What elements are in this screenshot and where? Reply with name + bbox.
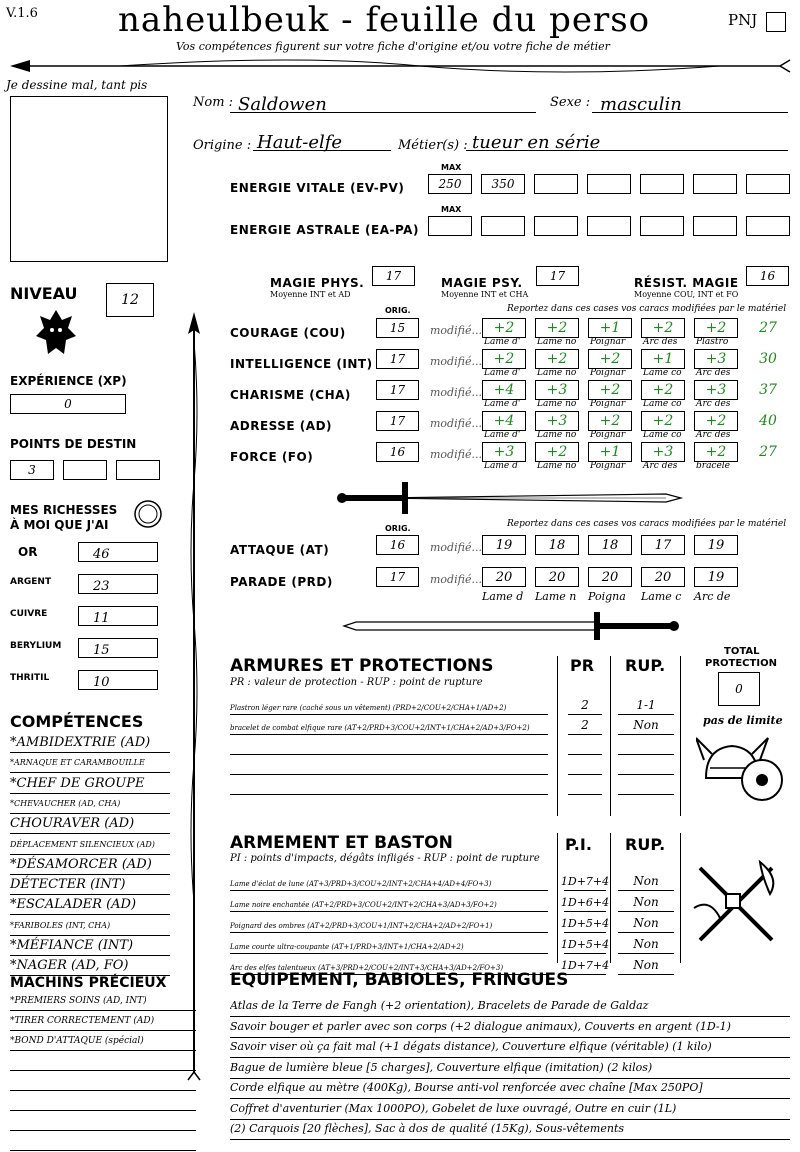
carac-mod-box[interactable]: +2 xyxy=(588,380,632,400)
subtitle: Vos compétences figurent sur votre fiche d'origine et/ou votre fiche de métier xyxy=(176,40,610,53)
combat-name: PARADE (PRD) xyxy=(230,575,333,589)
combat-mod-box[interactable]: 18 xyxy=(588,535,632,555)
carac-note: Reportez dans ces cases vos caracs modifiées par le matériel xyxy=(507,304,787,314)
richesse-box[interactable]: 23 xyxy=(78,574,158,594)
magie-psy-box[interactable]: 17 xyxy=(536,266,579,286)
total-protection-box[interactable]: 0 xyxy=(718,672,760,706)
machin-item[interactable]: *BOND D'ATTAQUE (spécial) xyxy=(10,1032,196,1051)
carac-mod-box[interactable]: +4 xyxy=(482,411,526,431)
carac-mod-box[interactable]: +2 xyxy=(588,411,632,431)
carac-mod-box[interactable]: +2 xyxy=(535,442,579,462)
armement-title: ARMEMENT ET BASTON xyxy=(230,833,453,853)
carac-mod-box[interactable]: +2 xyxy=(588,349,632,369)
helmet-shield-icon xyxy=(696,728,786,808)
carac-total: 30 xyxy=(759,351,777,367)
combat-tag: Lame n xyxy=(535,590,577,603)
competence-item[interactable]: DÉPLACEMENT SILENCIEUX (AD) xyxy=(10,836,170,855)
niveau-label: NIVEAU xyxy=(10,284,78,303)
magie-phys-sub: Moyenne INT et AD xyxy=(270,290,351,299)
machin-item[interactable] xyxy=(10,1092,196,1111)
origine-label: Origine : xyxy=(193,138,252,153)
resist-magie-label: RÉSIST. MAGIE xyxy=(634,276,739,290)
carac-tag: Lame co xyxy=(643,399,682,409)
machin-item[interactable] xyxy=(10,1072,196,1091)
richesse-label: ARGENT xyxy=(10,577,52,587)
armure-name[interactable]: bracelet de combat elfique rare (AT+2/PRD+3/COU+2/INT+1/CHA+2/AD+3/FO+2) xyxy=(230,716,548,735)
machin-item[interactable]: *PREMIERS SOINS (AD, INT) xyxy=(10,992,196,1011)
armement-rup-header: RUP. xyxy=(625,835,666,854)
armure-pr[interactable] xyxy=(568,776,602,795)
arme-name[interactable]: Lame courte ultra-coupante (AT+1/PRD+3/INT+1/CHA+2/AD+2) xyxy=(230,935,548,954)
competence-item[interactable]: CHOURAVER (AD) xyxy=(10,815,170,834)
destin-box-1[interactable]: 3 xyxy=(10,460,54,480)
richesse-box[interactable]: 46 xyxy=(78,542,158,562)
carac-mod-box[interactable]: +2 xyxy=(641,380,685,400)
armement-col-divider-2 xyxy=(610,833,611,963)
carac-total: 27 xyxy=(759,320,777,336)
competence-item[interactable]: *MÉFIANCE (INT) xyxy=(10,937,170,956)
armure-rup[interactable] xyxy=(618,756,674,775)
carac-tag: Lame no xyxy=(537,430,577,440)
carac-mod-box[interactable]: +3 xyxy=(535,411,579,431)
competence-item[interactable]: *CHEVAUCHER (AD, CHA) xyxy=(10,795,170,814)
carac-mod-box[interactable]: +3 xyxy=(694,349,738,369)
resist-magie-sub: Moyenne COU, INT et FO xyxy=(634,290,739,299)
competence-item[interactable]: *CHEF DE GROUPE xyxy=(10,775,170,794)
carac-mod-box[interactable]: +2 xyxy=(641,411,685,431)
ev-box-2[interactable]: 350 xyxy=(481,174,525,194)
armure-pr[interactable]: 2 xyxy=(568,696,602,715)
combat-mod-box[interactable]: 19 xyxy=(694,567,738,587)
pnj-label: PNJ xyxy=(728,11,758,29)
machin-item[interactable] xyxy=(10,1132,196,1151)
carac-tag: Poignar xyxy=(590,430,626,440)
sword-divider-2-icon xyxy=(336,606,686,646)
carac-name: CHARISME (CHA) xyxy=(230,388,351,402)
ea-box-1[interactable] xyxy=(428,216,472,236)
richesse-label: THRITIL xyxy=(10,673,50,683)
armure-name[interactable]: Plastron léger rare (caché sous un vêtement) (PRD+2/COU+2/CHA+1/AD+2) xyxy=(230,696,548,715)
carac-name: ADRESSE (AD) xyxy=(230,419,333,433)
armure-name[interactable] xyxy=(230,736,548,755)
carac-mod-box[interactable]: +3 xyxy=(641,442,685,462)
equipement-item[interactable]: Savoir bouger et parler avec son corps (+2 dialogue animaux), Couverts en argent (1D-1) xyxy=(230,1017,790,1038)
armures-rup-header: RUP. xyxy=(625,656,666,675)
competence-item[interactable]: *DÉSAMORCER (AD) xyxy=(10,856,170,875)
carac-tag: Lame no xyxy=(537,461,577,471)
sword-divider-icon xyxy=(336,478,686,518)
combat-note: Reportez dans ces cases vos caracs modifiées par le matériel xyxy=(507,519,787,529)
carac-tag: Poignar xyxy=(590,461,626,471)
combat-orig-label: ORIG. xyxy=(385,524,411,533)
equipement-item[interactable]: Savoir viser où ça fait mal (+1 dégats distance), Couverture elfique (véritable) (1 kilo) xyxy=(230,1037,790,1058)
spear-icon xyxy=(184,312,204,1082)
carac-mod-box[interactable]: +2 xyxy=(535,318,579,338)
carac-total: 27 xyxy=(759,444,777,460)
ev-max-label: MAX xyxy=(441,163,462,172)
total-protection-label-1: TOTAL xyxy=(724,646,760,657)
modifie-label: modifié... xyxy=(430,386,482,399)
armures-sub: PR : valeur de protection - RUP : point de rupture xyxy=(230,677,483,688)
carac-tag: Arc des xyxy=(696,368,731,378)
carac-total: 37 xyxy=(759,382,777,398)
destin-box-2[interactable] xyxy=(63,460,107,480)
competence-item[interactable]: DÉTECTER (INT) xyxy=(10,876,170,895)
richesse-box[interactable]: 10 xyxy=(78,670,158,690)
armure-pr[interactable] xyxy=(568,736,602,755)
armure-name[interactable] xyxy=(230,776,548,795)
total-protection-label-2: PROTECTION xyxy=(705,658,777,669)
carac-mod-box[interactable]: +3 xyxy=(535,380,579,400)
nom-label: Nom : xyxy=(193,95,234,110)
pas-de-limite-label: pas de limite xyxy=(703,714,783,727)
carac-mod-box[interactable]: +2 xyxy=(482,318,526,338)
arme-pi[interactable]: 1D+5+4 xyxy=(564,935,606,954)
richesse-label: BERYLIUM xyxy=(10,641,62,651)
carac-tag: Arc des xyxy=(643,337,678,347)
combat-tag: Lame c xyxy=(641,590,682,603)
combat-name: ATTAQUE (AT) xyxy=(230,543,330,557)
modifie-label: modifié... xyxy=(430,417,482,430)
carac-mod-box[interactable]: +2 xyxy=(482,349,526,369)
carac-mod-box[interactable]: +2 xyxy=(535,349,579,369)
armure-rup[interactable]: Non xyxy=(618,716,674,735)
arme-name[interactable]: Poignard des ombres (AT+2/PRD+3/COU+1/INT+2/CHA+2/AD+2/FO+1) xyxy=(230,914,548,933)
ea-box-4[interactable] xyxy=(587,216,631,236)
xp-label: EXPÉRIENCE (XP) xyxy=(10,374,127,388)
arme-rup[interactable]: Non xyxy=(618,872,674,891)
modifie-label: modifié... xyxy=(430,541,482,554)
portrait-label: Je dessine mal, tant pis xyxy=(6,78,148,92)
armure-pr[interactable]: 2 xyxy=(568,716,602,735)
weapons-icon xyxy=(690,858,782,950)
carac-mod-box[interactable]: +2 xyxy=(694,318,738,338)
carac-mod-box[interactable]: +1 xyxy=(588,442,632,462)
version-label: V.1.6 xyxy=(6,6,38,21)
carac-tag: Lame d' xyxy=(484,399,521,409)
combat-mod-box[interactable]: 17 xyxy=(641,535,685,555)
equipement-item[interactable]: Corde elfique au mètre (400Kg), Bourse anti-vol renforcée avec chaîne [Max 250PO] xyxy=(230,1078,790,1099)
armement-col-divider-1 xyxy=(557,833,558,963)
xp-box[interactable]: 0 xyxy=(10,394,126,414)
pnj-checkbox[interactable] xyxy=(766,12,786,32)
equipement-item[interactable]: Atlas de la Terre de Fangh (+2 orientation), Bracelets de Parade de Galdaz xyxy=(230,996,790,1017)
ev-box-6[interactable] xyxy=(693,174,737,194)
coin-icon xyxy=(133,499,163,529)
destin-label: POINTS DE DESTIN xyxy=(10,437,137,451)
arme-pi[interactable]: 1D+5+4 xyxy=(564,914,606,933)
carac-mod-box[interactable]: +3 xyxy=(694,380,738,400)
richesses-label-1: MES RICHESSES xyxy=(10,503,118,517)
sexe-label: Sexe : xyxy=(550,95,591,110)
ev-label: ENERGIE VITALE (EV-PV) xyxy=(230,181,405,195)
richesse-box[interactable]: 15 xyxy=(78,638,158,658)
competence-item[interactable]: *FARIBOLES (INT, CHA) xyxy=(10,917,170,936)
armures-pr-header: PR xyxy=(570,656,595,675)
carac-tag: Poignar xyxy=(590,368,626,378)
combat-mod-box[interactable]: 20 xyxy=(482,567,526,587)
carac-tag: Lame no xyxy=(537,337,577,347)
magie-phys-box[interactable]: 17 xyxy=(372,266,415,286)
carac-tag: Arc des xyxy=(696,430,731,440)
competence-item[interactable]: *ARNAQUE ET CARAMBOUILLE xyxy=(10,754,170,773)
combat-tag: Lame d xyxy=(482,590,524,603)
carac-tag: Lame d' xyxy=(484,337,521,347)
combat-mod-box[interactable]: 18 xyxy=(535,535,579,555)
competence-item[interactable]: *ESCALADER (AD) xyxy=(10,896,170,915)
dragon-icon xyxy=(34,306,78,362)
magie-psy-label: MAGIE PSY. xyxy=(441,276,523,290)
carac-tag: Lame co xyxy=(643,430,682,440)
modifie-label: modifié... xyxy=(430,324,482,337)
combat-mod-box[interactable]: 20 xyxy=(588,567,632,587)
carac-tag: Arc des xyxy=(643,461,678,471)
magie-psy-sub: Moyenne INT et CHA xyxy=(441,290,529,299)
carac-orig-label: ORIG. xyxy=(385,306,411,315)
carac-tag: Lame d' xyxy=(484,430,521,440)
magie-phys-label: MAGIE PHYS. xyxy=(270,276,365,290)
combat-tag: Poigna xyxy=(588,590,626,603)
machin-item[interactable]: *TIRER CORRECTEMENT (AD) xyxy=(10,1012,196,1031)
arme-rup[interactable]: Non xyxy=(618,935,674,954)
ea-box-2[interactable] xyxy=(481,216,525,236)
niveau-box[interactable]: 12 xyxy=(106,283,154,317)
carac-name: FORCE (FO) xyxy=(230,450,314,464)
combat-mod-box[interactable]: 20 xyxy=(535,567,579,587)
equipement-item[interactable]: (2) Carquois [20 flèches], Sac à dos de qualité (15Kg), Sous-vêtements xyxy=(230,1119,790,1140)
competence-item[interactable]: *AMBIDEXTRIE (AD) xyxy=(10,734,170,753)
carac-orig-box[interactable]: 17 xyxy=(376,380,419,400)
armures-col-divider-3 xyxy=(680,656,681,816)
metier-label: Métier(s) : xyxy=(398,138,468,153)
ev-box-3[interactable] xyxy=(534,174,578,194)
carac-mod-box[interactable]: +2 xyxy=(694,411,738,431)
ea-box-7[interactable] xyxy=(746,216,790,236)
armures-title: ARMURES ET PROTECTIONS xyxy=(230,656,494,676)
carac-name: COURAGE (COU) xyxy=(230,326,346,340)
combat-mod-box[interactable]: 19 xyxy=(482,535,526,555)
arme-name[interactable]: Lame noire enchantée (AT+2/PRD+3/COU+2/INT+2/CHA+3/AD+3/FO+2) xyxy=(230,893,548,912)
carac-orig-box[interactable]: 16 xyxy=(376,442,419,462)
ev-box-5[interactable] xyxy=(640,174,684,194)
carac-tag: Arc des xyxy=(696,399,731,409)
ea-box-6[interactable] xyxy=(693,216,737,236)
carac-mod-box[interactable]: +1 xyxy=(588,318,632,338)
armure-rup[interactable] xyxy=(618,776,674,795)
metier-field[interactable]: tueur en série xyxy=(466,132,788,151)
carac-tag: Plastro xyxy=(696,337,729,347)
carac-tag: Lame no xyxy=(537,399,577,409)
armement-col-divider-3 xyxy=(680,833,681,963)
carac-tag: Lame d' xyxy=(484,368,521,378)
carac-tag: bracele xyxy=(696,461,731,471)
arme-rup[interactable]: Non xyxy=(618,956,674,975)
carac-tag: Lame no xyxy=(537,368,577,378)
ea-label: ENERGIE ASTRALE (EA-PA) xyxy=(230,223,419,237)
modifie-label: modifié... xyxy=(430,573,482,586)
equipement-title: EQUIPEMENT, BABIOLES, FRINGUES xyxy=(230,970,569,990)
carac-orig-box[interactable]: 15 xyxy=(376,318,419,338)
armure-rup[interactable] xyxy=(618,736,674,755)
carac-name: INTELLIGENCE (INT) xyxy=(230,357,373,371)
armure-name[interactable] xyxy=(230,756,548,775)
combat-orig-box[interactable]: 17 xyxy=(376,567,419,587)
arme-rup[interactable]: Non xyxy=(618,914,674,933)
arme-pi[interactable]: 1D+7+4 xyxy=(564,872,606,891)
combat-mod-box[interactable]: 20 xyxy=(641,567,685,587)
richesse-label: OR xyxy=(18,545,38,559)
carac-mod-box[interactable]: +3 xyxy=(482,442,526,462)
destin-box-3[interactable] xyxy=(116,460,160,480)
arme-name[interactable]: Arc des elfes talentueux (AT+3/PRD+2/COU+2/INT+3/CHA+3/AD+2/FO+3) xyxy=(230,956,548,975)
competences-title: COMPÉTENCES xyxy=(10,712,144,731)
carac-orig-box[interactable]: 17 xyxy=(376,349,419,369)
combat-mod-box[interactable]: 19 xyxy=(694,535,738,555)
richesse-box[interactable]: 11 xyxy=(78,606,158,626)
carac-mod-box[interactable]: +1 xyxy=(641,349,685,369)
carac-mod-box[interactable]: +4 xyxy=(482,380,526,400)
arme-name[interactable]: Lame d'éclat de lune (AT+3/PRD+3/COU+2/INT+2/CHA+4/AD+4/FO+3) xyxy=(230,872,548,891)
carac-orig-box[interactable]: 17 xyxy=(376,411,419,431)
competence-item[interactable]: *NAGER (AD, FO) xyxy=(10,957,170,976)
ev-box-1[interactable]: 250 xyxy=(428,174,472,194)
carac-mod-box[interactable]: +2 xyxy=(694,442,738,462)
ea-box-3[interactable] xyxy=(534,216,578,236)
carac-tag: Lame co xyxy=(643,368,682,378)
arme-rup[interactable]: Non xyxy=(618,893,674,912)
carac-tag: Poignar xyxy=(590,337,626,347)
richesse-label: CUIVRE xyxy=(10,609,48,619)
carac-tag: Poignar xyxy=(590,399,626,409)
modifie-label: modifié... xyxy=(430,448,482,461)
combat-orig-box[interactable]: 16 xyxy=(376,535,419,555)
carac-total: 40 xyxy=(759,413,777,429)
armement-sub: PI : points d'impacts, dégâts infligés - RUP : point de rupture xyxy=(230,853,540,864)
nom-field[interactable]: Saldowen xyxy=(230,94,536,113)
equipement-item[interactable]: Coffret d'aventurier (Max 1000PO), Gobelet de luxe ouvragé, Outre en cuir (1L) xyxy=(230,1099,790,1120)
armure-pr[interactable] xyxy=(568,756,602,775)
machin-item[interactable] xyxy=(10,1112,196,1131)
ev-box-7[interactable] xyxy=(746,174,790,194)
carac-mod-box[interactable]: +2 xyxy=(641,318,685,338)
arme-pi[interactable]: 1D+6+4 xyxy=(564,893,606,912)
origine-field[interactable]: Haut-elfe xyxy=(253,132,391,151)
armures-col-divider-2 xyxy=(610,656,611,816)
equipement-item[interactable]: Bague de lumière bleue [5 charges], Couverture elfique (imitation) (2 kilos) xyxy=(230,1058,790,1079)
ea-box-5[interactable] xyxy=(640,216,684,236)
machin-item[interactable] xyxy=(10,1052,196,1071)
sexe-field[interactable]: masculin xyxy=(592,94,788,113)
carac-tag: Lame d xyxy=(484,461,518,471)
ea-max-label: MAX xyxy=(441,205,462,214)
modifie-label: modifié... xyxy=(430,355,482,368)
armure-rup[interactable]: 1-1 xyxy=(618,696,674,715)
portrait-box[interactable] xyxy=(10,96,168,262)
armement-pi-header: P.I. xyxy=(565,835,592,854)
sheet-title: naheulbeuk - feuille du perso xyxy=(118,0,651,40)
armures-col-divider-1 xyxy=(557,656,558,816)
machins-title: MACHINS PRÉCIEUX xyxy=(10,975,167,991)
arme-pi[interactable]: 1D+7+4 xyxy=(564,956,606,975)
ev-box-4[interactable] xyxy=(587,174,631,194)
richesses-label-2: À MOI QUE J'AI xyxy=(10,518,109,532)
combat-tag: Arc de xyxy=(694,590,731,603)
resist-magie-box[interactable]: 16 xyxy=(746,266,789,286)
